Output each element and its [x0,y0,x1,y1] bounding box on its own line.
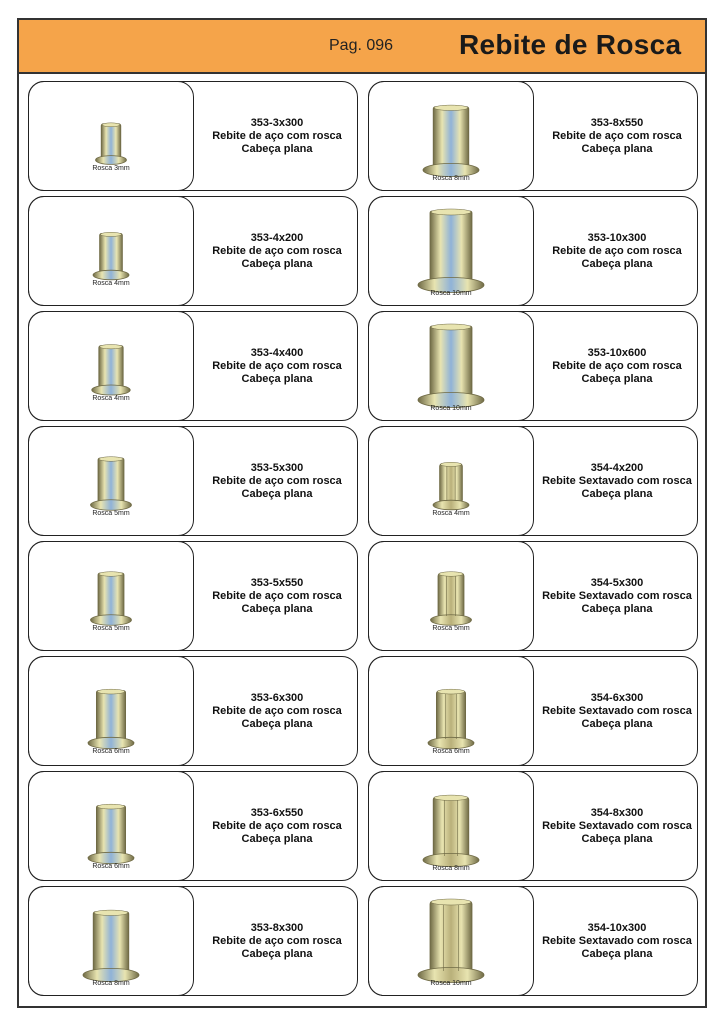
product-card [28,81,358,191]
product-description-line: Rebite de aço com rosca [212,934,342,947]
product-description-line: Rebite Sextavado com rosca [542,819,692,832]
product-image-box [368,771,534,881]
thread-size-caption: Rosca 5mm [92,510,130,517]
product-image-box [28,771,194,881]
thread-size-caption: Rosca 10mm [430,405,472,412]
product-card [368,196,698,306]
product-description [535,197,699,305]
product-image-box [28,196,194,306]
product-description [195,312,359,420]
product-description [195,772,359,880]
product-description-line: Cabeça plana [581,372,653,385]
product-description-line: Cabeça plana [241,372,313,385]
product-card [368,656,698,766]
thread-size-caption: Rosca 5mm [432,625,470,632]
product-code: 354-4x200 [590,461,644,474]
thread-size-caption: Rosca 10mm [430,980,472,987]
product-image-box [368,311,534,421]
product-description-line: Rebite de aço com rosca [212,704,342,717]
product-code: 354-10x300 [587,921,647,934]
page-header [17,18,707,74]
product-description-line: Cabeça plana [581,257,653,270]
product-image-box [368,541,534,651]
hex-rivet-nut-icon [369,542,535,652]
product-description-line: Cabeça plana [241,142,313,155]
product-card [28,886,358,996]
product-image-box [368,656,534,766]
product-description [195,542,359,650]
page-number: Pag. 096 [329,37,394,54]
product-code: 354-8x300 [590,806,644,819]
product-description [195,887,359,995]
product-description-line: Cabeça plana [241,487,313,500]
product-code: 353-4x400 [250,346,304,359]
product-description-line: Rebite de aço com rosca [212,359,342,372]
round-rivet-nut-icon [29,82,195,192]
product-card [28,196,358,306]
product-code: 354-6x300 [590,691,644,704]
round-rivet-nut-icon [29,197,195,307]
product-description-line: Rebite de aço com rosca [212,819,342,832]
product-description-line: Rebite Sextavado com rosca [542,704,692,717]
thread-size-caption: Rosca 3mm [92,165,130,172]
product-image-box [28,886,194,996]
product-description [535,542,699,650]
product-description-line: Cabeça plana [581,717,653,730]
product-image-box [368,81,534,191]
product-image-box [28,81,194,191]
product-description [535,887,699,995]
product-description-line: Rebite de aço com rosca [212,129,342,142]
product-description [195,427,359,535]
product-card [28,426,358,536]
product-image-box [368,426,534,536]
product-image-box [28,311,194,421]
product-description-line: Rebite de aço com rosca [212,589,342,602]
thread-size-caption: Rosca 6mm [92,863,130,870]
thread-size-caption: Rosca 10mm [430,290,472,297]
product-description [195,197,359,305]
thread-size-caption: Rosca 4mm [92,395,130,402]
product-code: 353-10x600 [587,346,647,359]
product-image-box [28,541,194,651]
product-description [535,772,699,880]
product-image-box [368,886,534,996]
product-image-box [28,656,194,766]
product-code: 353-4x200 [250,231,304,244]
product-description-line: Cabeça plana [241,257,313,270]
product-description-line: Cabeça plana [241,602,313,615]
thread-size-caption: Rosca 8mm [432,175,470,182]
product-image-box [28,426,194,536]
product-description-line: Cabeça plana [581,602,653,615]
product-card [368,541,698,651]
product-code: 353-5x300 [250,461,304,474]
product-description [535,427,699,535]
product-description-line: Cabeça plana [241,947,313,960]
product-description-line: Rebite de aço com rosca [552,244,682,257]
product-code: 353-8x300 [250,921,304,934]
product-description [195,657,359,765]
product-description-line: Cabeça plana [581,832,653,845]
thread-size-caption: Rosca 4mm [92,280,130,287]
thread-size-caption: Rosca 8mm [432,865,470,872]
product-grid [28,81,700,1001]
product-description [535,312,699,420]
product-code: 353-6x300 [250,691,304,704]
thread-size-caption: Rosca 4mm [432,510,470,517]
product-description-line: Rebite de aço com rosca [212,244,342,257]
product-card [28,771,358,881]
product-description-line: Rebite Sextavado com rosca [542,474,692,487]
product-card [28,541,358,651]
product-code: 353-10x300 [587,231,647,244]
product-description-line: Rebite de aço com rosca [552,359,682,372]
product-description-line: Rebite de aço com rosca [212,474,342,487]
thread-size-caption: Rosca 8mm [92,980,130,987]
product-code: 353-6x550 [250,806,304,819]
product-description [535,657,699,765]
product-description [195,82,359,190]
product-card [368,771,698,881]
product-card [28,656,358,766]
thread-size-caption: Rosca 6mm [92,748,130,755]
product-description-line: Cabeça plana [581,487,653,500]
round-rivet-nut-icon [29,427,195,537]
product-description [535,82,699,190]
product-code: 353-5x550 [250,576,304,589]
product-card [368,426,698,536]
product-code: 354-5x300 [590,576,644,589]
product-card [368,311,698,421]
product-description-line: Cabeça plana [241,717,313,730]
product-description-line: Rebite Sextavado com rosca [542,589,692,602]
product-code: 353-8x550 [590,116,644,129]
product-image-box [368,196,534,306]
product-description-line: Cabeça plana [581,947,653,960]
product-code: 353-3x300 [250,116,304,129]
product-card [28,311,358,421]
product-description-line: Cabeça plana [241,832,313,845]
round-rivet-nut-icon [29,542,195,652]
round-rivet-nut-icon [29,312,195,422]
thread-size-caption: Rosca 6mm [432,748,470,755]
thread-size-caption: Rosca 5mm [92,625,130,632]
hex-rivet-nut-icon [369,427,535,537]
page-title: Rebite de Rosca [459,29,682,60]
product-description-line: Cabeça plana [581,142,653,155]
product-card [368,81,698,191]
product-description-line: Rebite de aço com rosca [552,129,682,142]
product-description-line: Rebite Sextavado com rosca [542,934,692,947]
product-card [368,886,698,996]
